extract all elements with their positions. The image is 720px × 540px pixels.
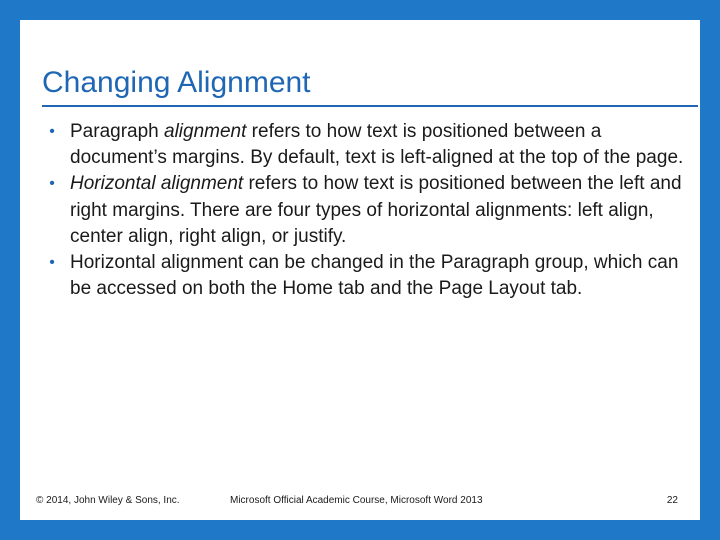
bullet-text-emphasis: Horizontal alignment — [70, 173, 244, 195]
bullet-text-regular: Horizontal alignment can be changed in the Paragraph group, which can be accessed on both the Home tab and the Page Layout tab. — [70, 252, 679, 300]
bullet-icon: • — [49, 254, 55, 272]
slide-title: Changing Alignment — [42, 66, 311, 99]
footer-copyright: © 2014, John Wiley & Sons, Inc. — [36, 495, 180, 506]
bullet-text-emphasis: alignment — [164, 121, 247, 142]
title-divider — [42, 105, 698, 107]
bullet-icon: • — [49, 175, 55, 193]
slide-number: 22 — [666, 495, 678, 506]
slide — [20, 20, 700, 520]
bullet-text-regular: Paragraph — [70, 121, 165, 142]
bullet-item — [34, 250, 694, 302]
bullet-item — [34, 171, 694, 250]
bullet-item — [34, 119, 694, 171]
footer-course-title: Microsoft Official Academic Course, Microsoft Word 2013 — [230, 495, 483, 506]
bullet-list — [34, 119, 694, 302]
bullet-text-regular: refers to how text is positioned between a document’s margins. By default, text is left-aligned at the top of the page. — [70, 121, 684, 169]
bullet-icon: • — [49, 123, 55, 140]
bullet-text-regular: refers to how text is positioned between the left and right margins. There are four types of horizontal alignments: left align, center align, right align, or justify. — [70, 173, 682, 247]
